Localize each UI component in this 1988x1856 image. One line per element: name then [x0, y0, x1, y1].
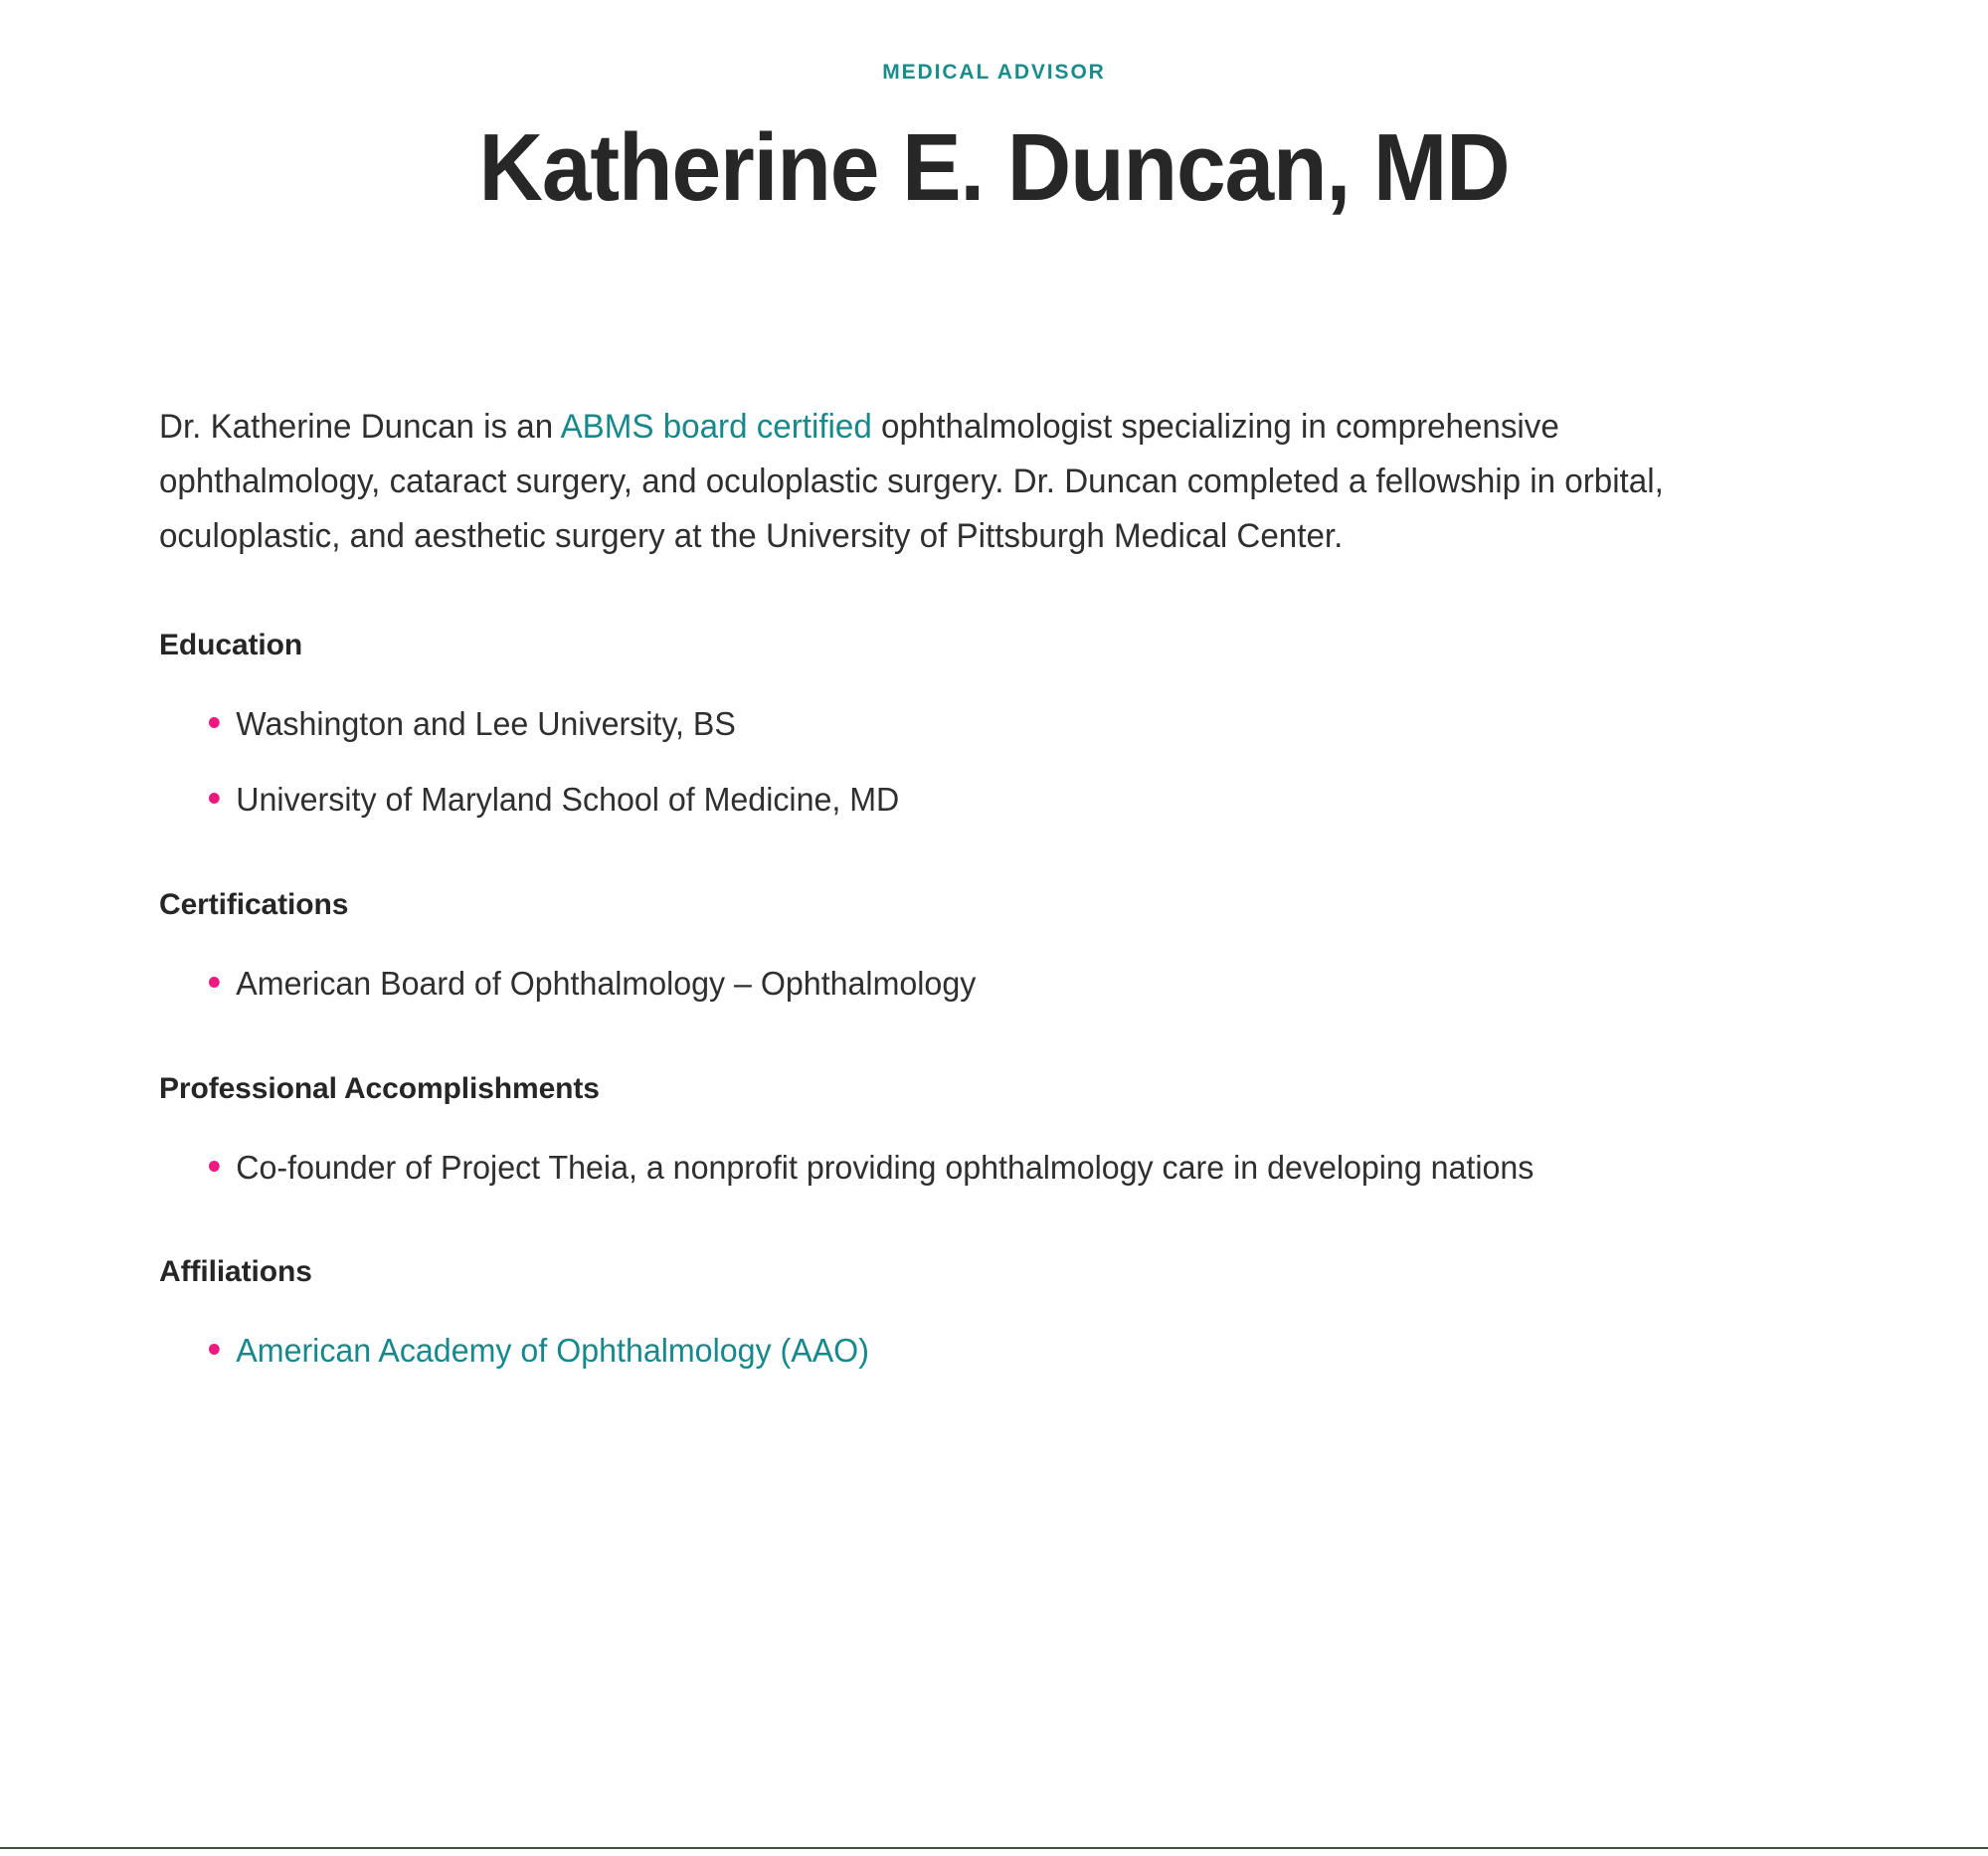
list-item-label: Washington and Lee University, BS: [236, 705, 736, 743]
abms-board-certified-link[interactable]: ABMS board certified: [560, 407, 872, 446]
footer-divider: [0, 1847, 1988, 1849]
bullet-list: [159, 700, 1829, 824]
bullet-dot-icon: [209, 793, 220, 804]
bullet-dot-icon: [209, 1161, 220, 1172]
bullet-list: [159, 960, 1829, 1008]
page-title: Katherine E. Duncan, MD: [478, 114, 1510, 221]
bullet-list: [159, 1327, 1829, 1375]
section: [159, 626, 1829, 824]
list-item: [209, 1144, 1788, 1192]
section-heading: Certifications: [159, 887, 349, 921]
list-item-link[interactable]: American Academy of Ophthalmology (AAO): [236, 1332, 869, 1370]
section-heading: Education: [159, 629, 303, 662]
section: [159, 1069, 1829, 1192]
bio-paragraph: [159, 400, 1787, 564]
bio-text-after-link: ophthalmologist specializing in comprehensive ophthalmology, cataract surgery, and oculoplastic surgery. Dr. Duncan completed a fellowship in orbital, oculoplastic, and aesthetic surgery at the University of Pittsburgh Medical Center.: [159, 407, 1664, 555]
eyebrow-label: MEDICAL ADVISOR: [882, 61, 1106, 84]
bullet-dot-icon: [209, 717, 220, 728]
bullet-list: [159, 1144, 1829, 1192]
list-item: [209, 960, 1788, 1008]
bullet-dot-icon: [209, 1344, 220, 1355]
list-item-label: University of Maryland School of Medicine, MD: [236, 780, 900, 818]
list-item[interactable]: [209, 1327, 1788, 1375]
page-content: [0, 400, 1988, 1375]
list-item-label: American Board of Ophthalmology – Ophthalmology: [236, 964, 977, 1002]
section-heading: Professional Accomplishments: [159, 1071, 600, 1105]
list-item: [209, 776, 1788, 824]
section-heading: Affiliations: [159, 1255, 312, 1289]
section: [159, 1252, 1829, 1375]
list-item: [209, 700, 1788, 748]
bio-text-before-link: Dr. Katherine Duncan is an: [159, 407, 561, 446]
page-header: [0, 0, 1988, 219]
bullet-dot-icon: [209, 977, 220, 988]
sections-list: [159, 626, 1829, 1375]
list-item-label: Co-founder of Project Theia, a nonprofit providing ophthalmology care in developing nations: [236, 1148, 1535, 1186]
section: [159, 885, 1829, 1008]
